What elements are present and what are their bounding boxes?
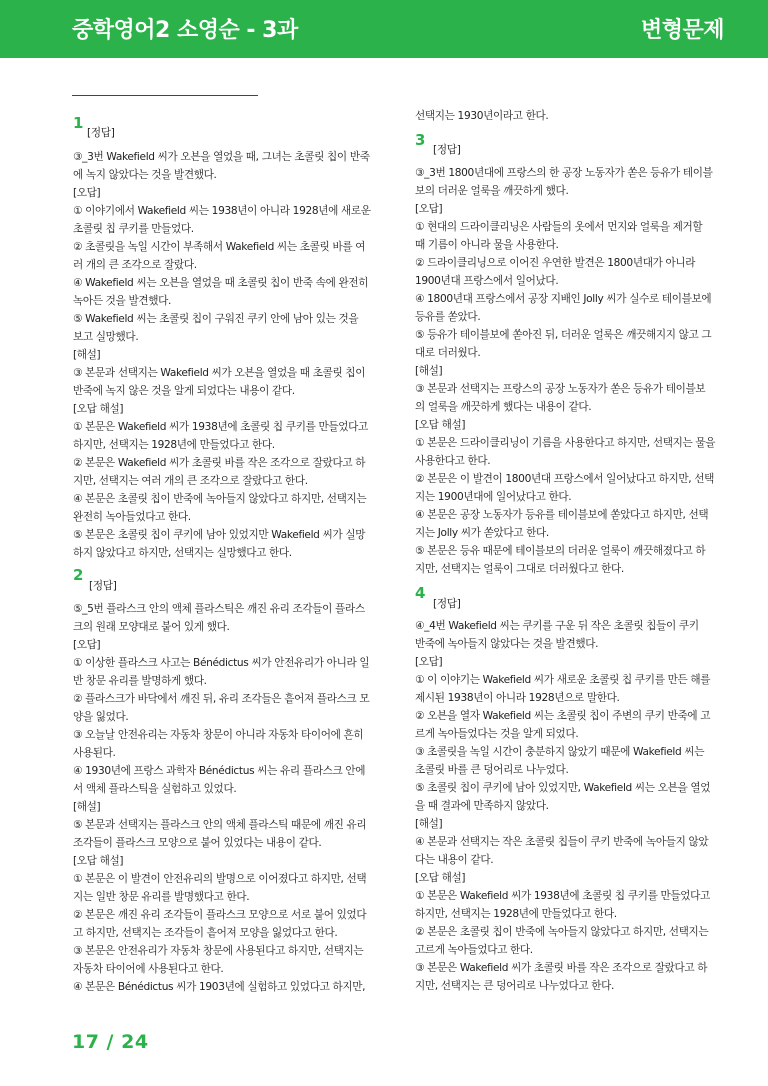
text-line: ③ 본문은 Wakefield 씨가 초콜릿 바를 작은 조각으로 잘랐다고 하 [415,962,708,974]
text-line: ③ 오늘날 안전유리는 자동차 창문이 아니라 자동차 타이어에 흔히 [73,729,364,741]
text-line: ④ 본문은 공장 노동자가 등유를 테이블보에 쏟았다고 하지만, 선택 [415,509,709,521]
text-line: 하지만, 선택지는 1928년에 만들었다고 한다. [415,908,617,920]
text-line: [오답 해설] [73,403,124,415]
text-line: ⑤_5번 플라스크 안의 액체 플라스틱은 깨진 유리 조각들이 플라스 [73,603,365,615]
text-line: 고 하지만, 선택지는 조각들이 흩어져 모양을 잃었다고 한다. [73,927,338,939]
page-number: 17 / 24 [72,1031,149,1053]
text-line: ① 본문은 Wakefield 씨가 1938년에 초콜릿 칩 쿠키를 만들었다고 [73,421,368,433]
text-line: 자동차 타이어에 사용된다고 한다. [73,963,224,975]
text-line: 러 개의 큰 조각으로 잘랐다. [73,259,197,271]
text-line: ④ Wakefield 씨는 오븐을 열었을 때 초콜릿 칩이 반죽 속에 완전히 [73,277,369,289]
text-line: 다는 내용이 같다. [415,854,494,866]
text-line: 고르게 녹아들었다고 한다. [415,944,533,956]
divider [72,95,258,96]
text-line: 1900년대 프랑스에서 일어났다. [415,275,559,287]
text-line: ④_4번 Wakefield 씨는 쿠키를 구운 뒤 작은 초콜릿 칩들이 쿠키 [415,620,699,632]
answer-tag: [정답] [433,598,461,610]
text-line: ② 오븐을 열자 Wakefield 씨는 초콜릿 칩이 주변의 쿠키 반죽에 고 [415,710,711,722]
text-line: 지는 1900년대에 일어났다고 한다. [415,491,572,503]
text-line: 사용한다고 한다. [415,455,491,467]
text-line: ⑤ 본문은 초콜릿 칩이 쿠키에 남아 있었지만 Wakefield 씨가 실망 [73,529,366,541]
text-line: 의 얼룩을 깨끗하게 했다는 내용이 같다. [415,401,592,413]
text-line: 르게 녹아들었다는 것을 알게 되었다. [415,728,579,740]
text-line: ⑤ 본문은 등유 때문에 테이블보의 더러운 얼룩이 깨끗해졌다고 하 [415,545,706,557]
text-line: [오답] [73,639,101,651]
text-line: 반 창문 유리를 발명하게 했다. [73,675,207,687]
text-line: 사용된다. [73,747,116,759]
text-line: 반죽에 녹지 않은 것을 알게 되었다는 내용이 같다. [73,385,295,397]
text-line: ② 플라스크가 바닥에서 깨진 뒤, 유리 조각들은 흩어져 플라스크 모 [73,693,370,705]
text-line: [오답 해설] [415,872,466,884]
text-line: ③ 본문과 선택지는 Wakefield 씨가 오븐을 열었을 때 초콜릿 칩이 [73,367,366,379]
text-line: 지는 Jolly 씨가 쏟았다고 한다. [415,527,549,539]
text-line: ② 본문은 Wakefield 씨가 초콜릿 바를 작은 조각으로 잘랐다고 하 [73,457,366,469]
text-line: 조각들이 플라스크 모양으로 붙어 있었다는 내용이 같다. [73,837,322,849]
text-line: 완전히 녹아들었다고 한다. [73,511,191,523]
text-line: 양을 잃었다. [73,711,129,723]
text-line: ① 현대의 드라이클리닝은 사람들의 옷에서 먼지와 얼룩을 제거할 [415,221,703,233]
answer-tag: [정답] [89,580,117,592]
text-line: ① 이 이야기는 Wakefield 씨가 새로운 초콜릿 칩 쿠키를 만든 해를 [415,674,711,686]
question-number: 2 [73,566,84,584]
text-line: 크의 원래 모양대로 붙어 있게 했다. [73,621,230,633]
text-line: ③_3번 1800년대에 프랑스의 한 공장 노동자가 쏟은 등유가 테이블 [415,167,713,179]
text-line: 반죽에 녹아들지 않았다는 것을 발견했다. [415,638,599,650]
text-line: 지만, 선택지는 얼룩이 그대로 더러웠다고 한다. [415,563,624,575]
text-line: ② 본문은 깨진 유리 조각들이 플라스크 모양으로 서로 붙어 있었다 [73,909,367,921]
text-line: 제시된 1938년이 아니라 1928년으로 말한다. [415,692,620,704]
text-line: 때 기름이 아니라 물을 사용한다. [415,239,559,251]
question-number: 4 [415,584,426,602]
text-line: 하지만, 선택지는 1928년에 만들었다고 한다. [73,439,275,451]
header-bar [0,0,768,58]
text-line: 보의 더러운 얼룩을 깨끗하게 했다. [415,185,569,197]
text-line: 서 액체 플라스틱을 실험하고 있었다. [73,783,237,795]
text-line: ① 본문은 드라이클리닝이 기름을 사용한다고 하지만, 선택지는 물을 [415,437,716,449]
text-line: ② 초콜릿을 녹일 시간이 부족해서 Wakefield 씨는 초콜릿 바를 여 [73,241,366,253]
text-line: [오답] [415,203,443,215]
text-line: ③_3번 Wakefield 씨가 오븐을 열었을 때, 그녀는 초콜릿 칩이 반죽 [73,151,370,163]
text-line: ① 이상한 플라스크 사고는 Bénédictus 씨가 안전유리가 아니라 일 [73,657,370,669]
text-line: 초콜릿 칩 쿠키를 만들었다. [73,223,194,235]
answer-tag: [정답] [433,144,461,156]
answer-tag: [정답] [87,127,115,139]
text-line: 대로 더러웠다. [415,347,481,359]
text-line: [오답] [415,656,443,668]
text-line: ③ 초콜릿을 녹일 시간이 충분하지 않았기 때문에 Wakefield 씨는 [415,746,705,758]
text-line: ① 본문은 이 발견이 안전유리의 발명으로 이어졌다고 하지만, 선택 [73,873,367,885]
text-line: ③ 본문은 안전유리가 자동차 창문에 사용된다고 하지만, 선택지는 [73,945,364,957]
text-line: ② 본문은 이 발견이 1800년대 프랑스에서 일어났다고 하지만, 선택 [415,473,715,485]
text-line: 을 때 결과에 만족하지 않았다. [415,800,549,812]
text-line: [해설] [73,801,101,813]
text-line: 하지 않았다고 하지만, 선택지는 실망했다고 한다. [73,547,292,559]
text-line: ⑤ Wakefield 씨는 초콜릿 칩이 구워진 쿠키 안에 남아 있는 것을 [73,313,359,325]
text-line: ④ 본문은 Bénédictus 씨가 1903년에 실험하고 있었다고 하지만, [73,981,366,993]
text-line: ③ 본문과 선택지는 프랑스의 공장 노동자가 쏟은 등유가 테이블보 [415,383,706,395]
section-label: 변형문제 [640,18,724,43]
text-line: 녹아든 것을 발견했다. [73,295,172,307]
text-line: 에 녹지 않았다는 것을 발견했다. [73,169,217,181]
text-line: ⑤ 등유가 테이블보에 쏟아진 뒤, 더러운 얼룩은 깨끗해지지 않고 그 [415,329,712,341]
text-line: ② 본문은 초콜릿 칩이 반죽에 녹아들지 않았다고 하지만, 선택지는 [415,926,709,938]
text-line: 등유를 쏟았다. [415,311,481,323]
text-line: [오답 해설] [73,855,124,867]
text-line: 보고 실망했다. [73,331,139,343]
text-line: ④ 본문은 초콜릿 칩이 반죽에 녹아들지 않았다고 하지만, 선택지는 [73,493,367,505]
text-line: 지만, 선택지는 큰 덩어리로 나누었다고 한다. [415,980,615,992]
text-line: 지는 일반 창문 유리를 발명했다고 한다. [73,891,250,903]
text-line: [해설] [73,349,101,361]
text-line: ④ 1800년대 프랑스에서 공장 지배인 Jolly 씨가 실수로 테이블보에 [415,293,712,305]
text-line: ① 이야기에서 Wakefield 씨는 1938년이 아니라 1928년에 새로운 [73,205,371,217]
text-line: [오답 해설] [415,419,466,431]
text-line: ① 본문은 Wakefield 씨가 1938년에 초콜릿 칩 쿠키를 만들었다고 [415,890,710,902]
text-line: 지만, 선택지는 여러 개의 큰 조각으로 잘랐다고 한다. [73,475,308,487]
text-line: ④ 본문과 선택지는 작은 초콜릿 칩들이 쿠키 반죽에 녹아들지 않았 [415,836,709,848]
question-number: 3 [415,131,426,149]
text-line: [해설] [415,365,443,377]
text-line: 초콜릿 바를 큰 덩어리로 나누었다. [415,764,569,776]
document-title: 중학영어2 소영순 - 3과 [72,18,298,43]
text-line: ④ 1930년에 프랑스 과학자 Bénédictus 씨는 유리 플라스크 안에 [73,765,366,777]
text-line: 선택지는 1930년이라고 한다. [415,110,549,122]
text-line: ⑤ 초콜릿 칩이 쿠키에 남아 있었지만, Wakefield 씨는 오븐을 열었 [415,782,711,794]
text-line: [해설] [415,818,443,830]
question-number: 1 [73,114,84,132]
text-line: [오답] [73,187,101,199]
text-line: ② 드라이클리닝으로 이어진 우연한 발견은 1800년대가 아니라 [415,257,696,269]
text-line: ⑤ 본문과 선택지는 플라스크 안의 액체 플라스틱 때문에 깨진 유리 [73,819,367,831]
